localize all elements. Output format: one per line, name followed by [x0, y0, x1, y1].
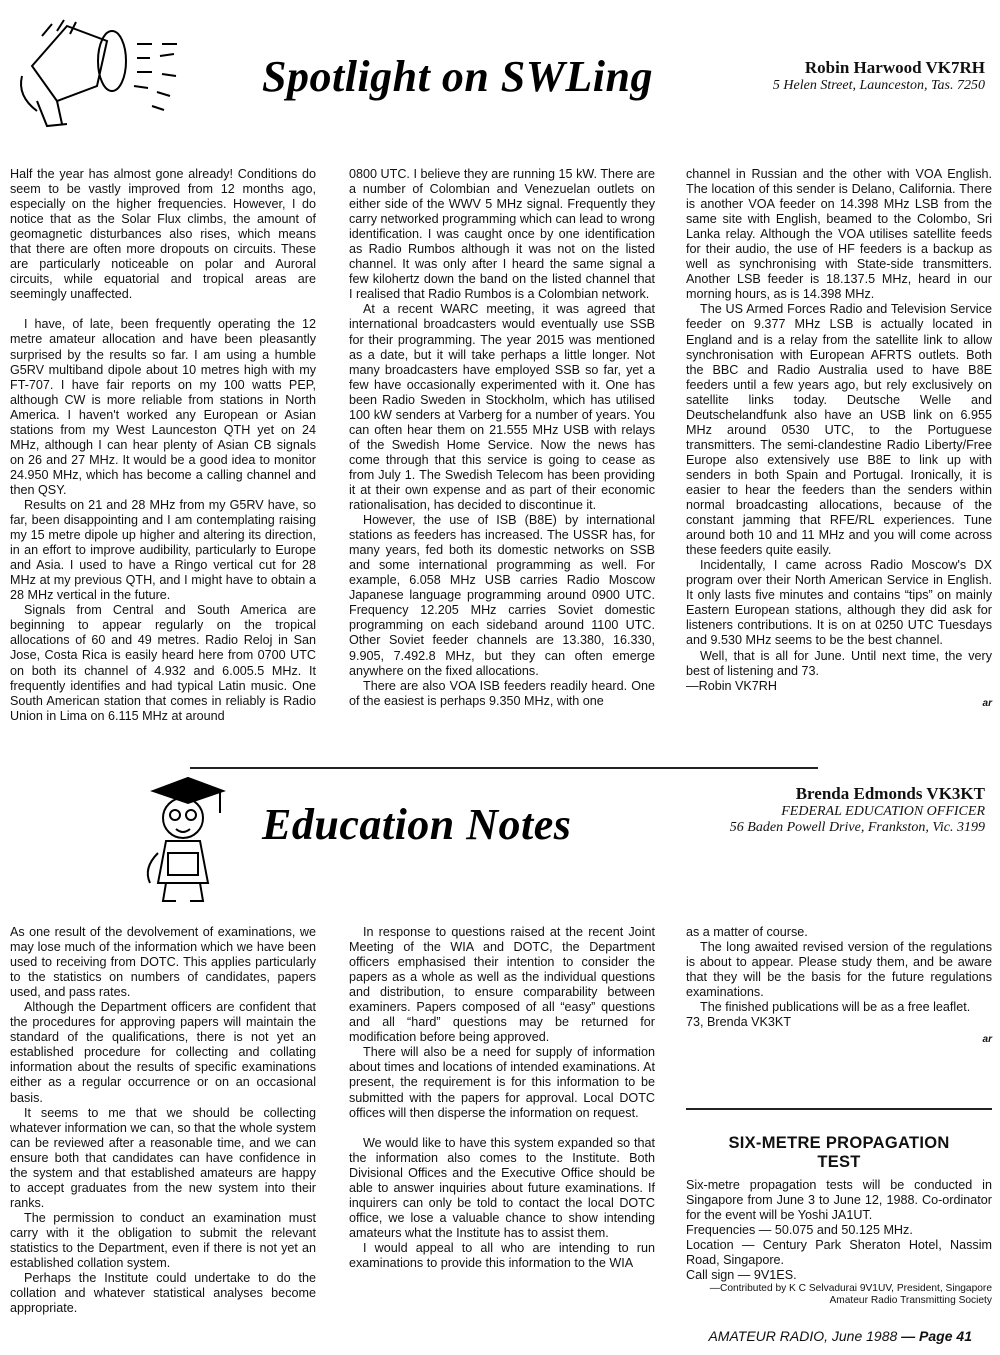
paragraph: I would appeal to all who are intending to run examinations to provide this information to the WIA	[349, 1240, 655, 1270]
paragraph: Although the Department officers are confident that the procedures for approving papers will maintain the standard of the qualifications, there is not yet an established procedure for collecting and collating information about the results of specific examinations either as a regular occurrence or on an occasional basis.	[10, 1000, 316, 1105]
education-title: Education Notes	[262, 800, 572, 849]
paragraph: In response to questions raised at the recent Joint Meeting of the WIA and DOTC, the Department officers emphasised their intention to consider the papers as a whole as well as the individual questions and distribution, to ensure comparability between examiners. Papers composed of all “easy” questions and all “hard” questions may be returned for modification before being approved.	[349, 925, 655, 1045]
paragraph: Incidentally, I came across Radio Moscow's DX program over their North American Service in English. It only lasts five minutes and contains “tips” on mainly Eastern European stations, although they did ask for listeners contributions. It is on at 0250 UTC Tuesdays and 9.530 MHz seems to be the best channel.	[686, 558, 992, 648]
spotlight-title: Spotlight on SWLing	[262, 52, 653, 101]
professor-illustration	[128, 773, 238, 908]
box-top-rule	[686, 1108, 992, 1110]
end-mark: ar	[982, 1034, 992, 1046]
paragraph: I have, of late, been frequently operating the 12 metre amateur allocation and have been pleasantly surprised by the results so far. I am using a humble G5RV multiband dipole about 10 metres high with my FT-707. I have fair reports on my 100 watts PEP, although CW is more reliable from stations in North America. I haven't worked any European or Asian stations from my West Launceston QTH yet on 24 MHz, although I can hear plenty of Asian CB signals on 26 and 27 MHz. It would be a good idea to monitor 24.950 MHz, which has become a calling channel and then QSY.	[10, 317, 316, 497]
paragraph: Well, that is all for June. Until next time, the very best of listening and 73.	[686, 648, 992, 678]
paragraph: The US Armed Forces Radio and Television Service feeder on 9.377 MHz LSB is actually located in England and is a relay from the satellite link to allow synchronisation with European AFRTS outlets. Both the BBC and Radio Australia used to have B8E feeders until a few years ago, but rely exclusively on satellite links today. Deutsche Welle and Deutschelandfunk also have an USB link on 6.955 MHz around 0530 UTC, to the Portuguese transmitters. The semi-clandestine Radio Liberty/Free Europe also extensively use B8E to link up with senders in both Spain and Portugal. Ironically, it is easier to hear the feeders than the senders within normal broadcasting allocations, because of the constant jamming that RFE/RL experiences. Tune around both 10 and 11 MHz and you will come across these feeders quite easily.	[686, 302, 992, 558]
publication-name: AMATEUR RADIO, June 1988	[708, 1328, 898, 1344]
spotlight-address: 5 Helen Street, Launceston, Tas. 7250	[772, 78, 985, 93]
spotlight-author: Robin Harwood VK7RH	[804, 58, 985, 77]
paragraph: We would like to have this system expanded so that the information also comes to the Institute. Both Divisional Offices and the Executive Office should be able to answer inquiries about future examinations. If inquirers can only be told to contact the local DOTC office, we lose a valuable chance to show intending amateurs what the Institute has to assist them.	[349, 1135, 655, 1240]
paragraph: At a recent WARC meeting, it was agreed that international broadcasters would eventually use SSB for their programming. The year 2015 was mentioned as a date, but it will take perhaps a little longer. Not many broadcasters have employed SSB so far, yet a few have occasionally experimented with it. One has been Radio Sweden in Stockholm, which has utilised 100 kW senders at Varberg for a number of years. You can often hear them on 21.555 MHz USB with relays of the Swedish Home Service. Now the news has come through that this service is going to cease as from July 1. The Swedish Telecom has been providing it at their own expense and as part of their economic rationalisation, has decided to discontinue it.	[349, 302, 655, 513]
paragraph: Results on 21 and 28 MHz from my G5RV have, so far, been disappointing and I am contemplating raising my 15 metre dipole up higher and altering its direction, in an effort to improve audibility, particularly to Europe and Asia. I used to have a Ringo vertical cut for 28 MHz at my previous QTH, and I might have to obtain a 28 MHz vertical in the future.	[10, 497, 316, 603]
six-metre-box	[686, 1134, 992, 1307]
paragraph: There are also VOA ISB feeders readily heard. One of the easiest is perhaps 9.350 MHz, with one	[349, 678, 655, 708]
six-metre-contributor: —Contributed by K C Selvadurai 9V1UV, President, Singapore Amateur Radio Transmitting Society	[709, 1283, 992, 1307]
paragraph: The finished publications will be as a free leaflet.	[700, 1000, 971, 1015]
paragraph: channel in Russian and the other with VOA English. The location of this sender is Delano, California. There is another VOA feeder on 14.398 MHz LSB from the same site with English, beamed to the Colombo, Sri Lanka relay. Although the VOA utilises satellite feeds for their audio, the use of HF feeders is a backup as well as synchronising with State-side transmitters. Another LSB feeder is 18.137.5 MHz, heard in our morning hours, as is 14.398 MHz.	[686, 167, 992, 302]
education-column-3	[686, 925, 992, 1047]
searchlight-icon	[12, 6, 192, 136]
spotlight-column-2	[349, 167, 655, 709]
education-author: Brenda Edmonds VK3KT	[795, 784, 985, 803]
paragraph: Half the year has almost gone already! Conditions do seem to be vastly improved from 12 months ago, especially on the higher frequencies. However, I do notice that as the Solar Flux climbs, the amount of geomagnetic disturbances also rises, which means that there are often more dropouts on circuits. These are particularly noticeable on polar and Auroral circuits, while equatorial and tropical areas are seemingly unaffected.	[10, 167, 316, 302]
end-mark: ar	[982, 697, 992, 709]
spotlight-column-1	[10, 167, 316, 724]
paragraph: There will also be a need for supply of information about times and locations of intended examinations. At present, the requirement is for this information to be submitted with the papers for approval. Local DOTC offices will then disperse the information on request.	[349, 1045, 655, 1120]
paragraph: However, the use of ISB (B8E) by international stations as feeders has increased. The USSR has, for many years, fed both its domestic networks on SSB and some international programming as well. For example, 6.058 MHz USB carries Radio Moscow Japanese language programming around 0900 UTC. Frequency 12.205 MHz carries Soviet domestic programming on each sideband around 1100 UTC. Other Soviet feeder channels are 13.380, 16.330, 9.905, 7.492.8 MHz, but they can often emerge anywhere on the fixed allocations.	[349, 513, 655, 678]
signature: —Robin VK7RH	[686, 678, 777, 693]
signature: 73, Brenda VK3KT	[686, 1015, 792, 1030]
education-role: FEDERAL EDUCATION OFFICER	[781, 804, 985, 819]
professor-icon	[128, 773, 238, 908]
paragraph: The long awaited revised version of the regulations is about to appear. Please study them, and be aware that they will be the basis for the future regulations examinations.	[686, 940, 992, 1000]
six-metre-body	[686, 1178, 992, 1283]
paragraph: 0800 UTC. I believe they are running 15 kW. There are a number of Colombian and Venezuelan outlets on either side of the WWV 5 MHz signal. Frequently they carry networked programming which can lead to wrong identification. I was caught once by one identification as Radio Rumbos although it was not on the listed channel. It was only after I heard the same signal a few kilohertz down the band on the listed channel that I realised that Radio Rumbos is a Colombian network.	[349, 167, 655, 302]
education-column-2	[349, 925, 655, 1271]
paragraph: Perhaps the Institute could undertake to do the collation and whatever statistical analyses become appropriate.	[10, 1271, 316, 1316]
paragraph: Location — Century Park Sheraton Hotel, Nassim Road, Singapore.	[686, 1238, 992, 1268]
spotlight-byline	[685, 58, 985, 94]
paragraph: The permission to conduct an examination must carry with it the obligation to submit the relevant statistics to the Department, even if there is not yet an established collation system.	[10, 1210, 316, 1271]
six-metre-heading: SIX-METRE PROPAGATION TEST	[728, 1134, 950, 1171]
education-column-1	[10, 925, 316, 1316]
paragraph: Six-metre propagation tests will be conducted in Singapore from June 3 to June 12, 1988. Co-ordinator for the event will be Yoshi JA1UT.	[686, 1178, 992, 1223]
page-footer	[708, 1328, 972, 1344]
paragraph: as a matter of course.	[686, 925, 808, 939]
paragraph: As one result of the devolvement of examinations, we may lose much of the information which we have been used to receiving from DOTC. This applies particularly to the statistics on numbers of candidates, papers used, and pass rates.	[10, 925, 316, 1000]
education-byline	[665, 784, 985, 836]
education-address: 56 Baden Powell Drive, Frankston, Vic. 3199	[729, 820, 985, 835]
spotlight-column-3	[686, 167, 992, 711]
paragraph: Signals from Central and South America are beginning to appear regularly on the tropical allocations of 60 and 49 metres. Radio Reloj in San Jose, Costa Rica is easily heard here from 0700 UTC on both its channel of 4.932 and 6.005.5 MHz. It frequently identifies and had typical Latin music. One South American station that comes in reliably is Radio Union in Lima on 6.115 MHz at around	[10, 603, 316, 723]
searchlight-illustration	[12, 6, 192, 136]
paragraph: It seems to me that we should be collecting whatever information we can, so that the whole system can be reviewed after a reasonable time, and we can ensure both that candidates can have confidence in the system and that established amateurs are happy to accept graduates from the new system into their ranks.	[10, 1105, 316, 1210]
section-divider	[190, 767, 818, 769]
paragraph: Call sign — 9V1ES.	[686, 1268, 797, 1283]
paragraph: Frequencies — 50.075 and 50.125 MHz.	[686, 1223, 913, 1238]
page-number: — Page 41	[901, 1328, 972, 1344]
